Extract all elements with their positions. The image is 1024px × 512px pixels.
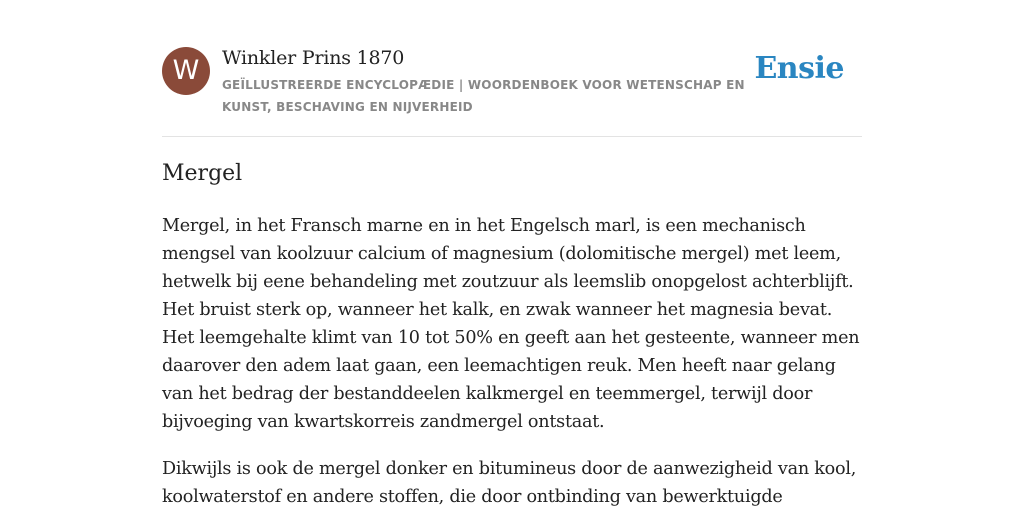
source-subtitle: GEÏLLUSTREERDE ENCYCLOPÆDIE | WOORDENBOEK VOOR WETENSCHAP EN KUNST, BESCHAVING EN NIJVERHEID xyxy=(222,78,745,114)
article-paragraph-2: Dikwijls is ook de mergel donker en bitumineus door de aanwezigheid van kool, koolwaterstof en andere stoffen, die door ontbinding van bewerktuigde xyxy=(162,459,857,507)
source-header xyxy=(162,44,862,137)
source-title[interactable]: Winkler Prins 1870 xyxy=(222,47,405,69)
article xyxy=(162,156,862,511)
article-title: Mergel xyxy=(162,161,243,186)
ensie-logo[interactable]: Ensie xyxy=(754,51,844,86)
source-avatar[interactable]: W xyxy=(162,47,210,95)
article-paragraph-1: Mergel, in het Fransch marne en in het Engelsch marl, is een mechanisch mengsel van koolzuur calcium of magnesium (dolomitische mergel) met leem, hetwelk bij eene behandeling met zoutzuur als leemslib onopgelost achterblijft. Het bruist sterk op, wanneer het kalk, en zwak wanneer het magnesia bevat. Het leemgehalte klimt van 10 tot 50% en geeft aan het gesteente, wanneer men daarover den adem laat gaan, een leemachtigen reuk. Men heeft naar gelang van het bedrag der bestanddeelen kalkmergel en teemmergel, terwijl door bijvoeging van kwartskorreis zandmergel ontstaat. xyxy=(162,216,860,432)
